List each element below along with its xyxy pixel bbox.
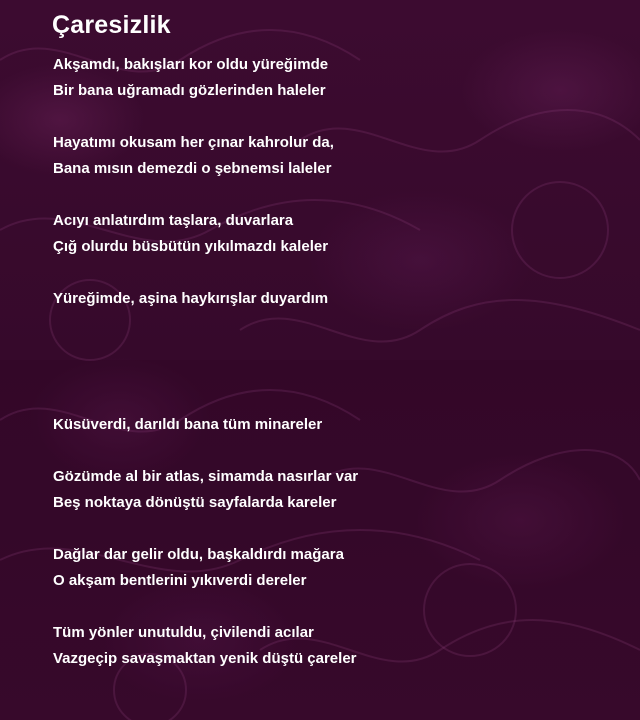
poem-line: Beş noktaya dönüştü sayfalarda kareler — [53, 494, 337, 511]
poem-line: Bir bana uğramadı gözlerinden haleler — [53, 82, 326, 99]
poem-line: Küsüverdi, darıldı bana tüm minareler — [53, 416, 323, 433]
poem-line: Yüreğimde, aşina haykırışlar duyardım — [53, 290, 329, 307]
poem-line: Dağlar dar gelir oldu, başkaldırdı mağara — [53, 546, 344, 563]
poem-line: Vazgeçip savaşmaktan yenik düştü çareler — [53, 650, 357, 667]
poem-line: Gözümde al bir atlas, simamda nasırlar var — [53, 468, 359, 485]
poem-line: Hayatımı okusam her çınar kahrolur da, — [53, 134, 334, 151]
poem-line: Bana mısın demezdi o şebnemsi laleler — [53, 160, 332, 177]
poem-line: Akşamdı, bakışları kor oldu yüreğimde — [53, 56, 329, 73]
poem-line: Acıyı anlatırdım taşlara, duvarlara — [53, 212, 294, 229]
poem-line: Çığ olurdu büsbütün yıkılmazdı kaleler — [53, 238, 329, 255]
poem-line: Tüm yönler unutuldu, çivilendi acılar — [53, 624, 314, 641]
poem-title: Çaresizlik — [52, 11, 171, 39]
poem-line: O akşam bentlerini yıkıverdi dereler — [53, 572, 307, 589]
